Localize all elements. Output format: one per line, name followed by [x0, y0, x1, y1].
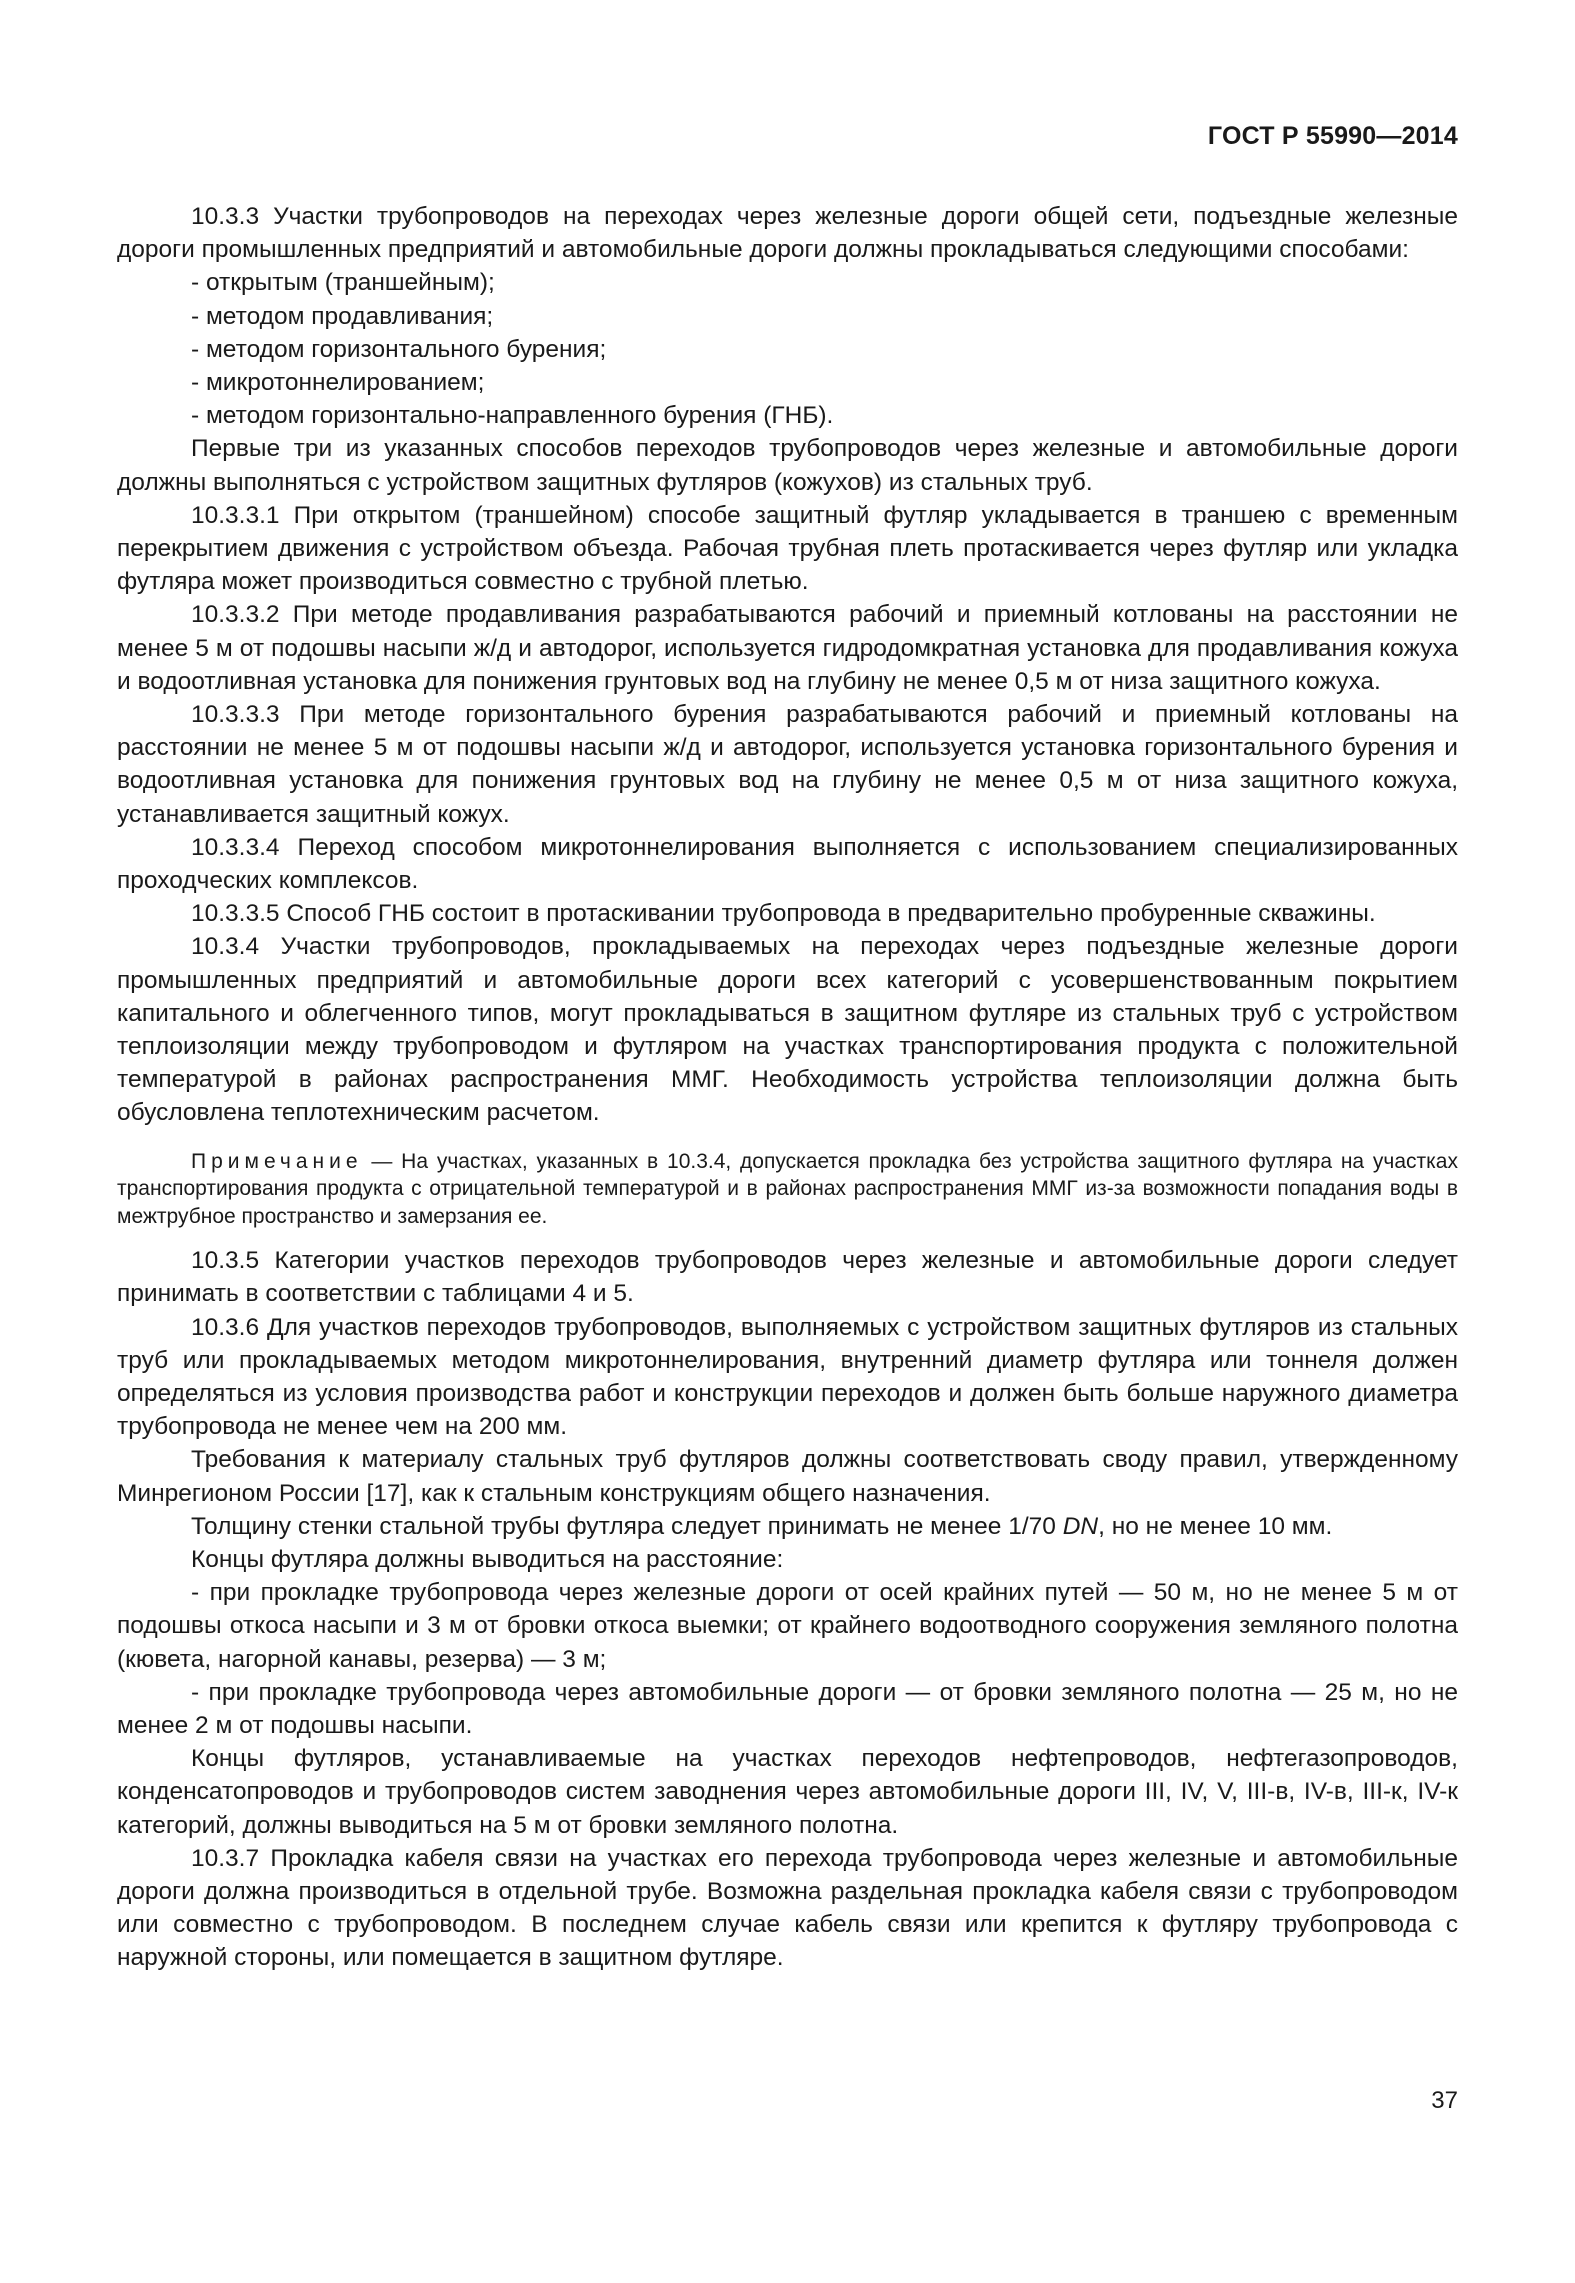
note	[117, 1148, 1458, 1231]
paragraph-10-3-5: 10.3.5 Категории участков переходов трубопроводов через железные и автомобильные дороги следует принимать в соответствии с таблицами 4 и 5.	[117, 1247, 1458, 1308]
paragraph-10-3-3-5: 10.3.3.5 Способ ГНБ состоит в протаскивании трубопровода в предварительно пробуренные скважины.	[191, 900, 1376, 928]
method-item: - микротоннелированием;	[191, 369, 485, 397]
method-item: - методом горизонтально-направленного бурения (ГНБ).	[191, 402, 834, 430]
paragraph-10-3-3-2: 10.3.3.2 При методе продавливания разрабатываются рабочий и приемный котлованы на расстоянии не менее 5 м от подошвы насыпи ж/д и автодорог, используется гидродомкратная установка для продавливания кожуха и водоотливная установка для понижения грунтовых вод на глубину не менее 0,5 м от низа защитного кожуха.	[117, 601, 1458, 695]
paragraph-wall-thickness	[117, 1510, 1458, 1543]
paragraph-10-3-3-3: 10.3.3.3 При методе горизонтального бурения разрабатываются рабочий и приемный котлованы на расстоянии не менее 5 м от подошвы насыпи ж/д и автодорог, используется установка горизонтального бурения и водоотливная установка для понижения грунтовых вод на глубину не менее 0,5 м от низа защитного кожуха, устанавливается защитный кожух.	[117, 701, 1458, 828]
wall-thickness-tail: , но не менее 10 мм.	[1098, 1512, 1333, 1540]
paragraph-first-three-methods: Первые три из указанных способов переходов трубопроводов через железные и автомобильные дороги должны выполняться с устройством защитных футляров (кожухов) из стальных труб.	[117, 435, 1458, 496]
paragraph-10-3-3-1: 10.3.3.1 При открытом (траншейном) способе защитный футляр укладывается в траншею с временным перекрытием движения с устройством объезда. Рабочая трубная плеть протаскивается через футляр или укладка футляра может производиться совместно с трубной плетью.	[117, 501, 1458, 596]
paragraph-casing-ends-categories: Концы футляров, устанавливаемые на участках переходов нефтепроводов, нефтегазопроводов, конденсатопроводов и трубопроводов систем заводнения через автомобильные дороги III, IV, V, III-в, IV-в, III-к, IV-к категорий, должны выводиться на 5 м от бровки земляного полотна.	[117, 1745, 1458, 1839]
page-number: 37	[1431, 2087, 1458, 2114]
method-item: - методом горизонтального бурения;	[191, 335, 607, 363]
note-text: — На участках, указанных в 10.3.4, допускается прокладка без устройства защитного футляра на участках транспортирования продукта с отрицательной температурой и в районах распространения ММГ из-за возможности попадания воды в межтрубное пространство и замерзания ее.	[117, 1149, 1458, 1228]
method-item: - открытым (траншейным);	[191, 269, 495, 297]
paragraph-10-3-6: 10.3.6 Для участков переходов трубопроводов, выполняемых с устройством защитных футляров из стальных труб или прокладываемых методом микротоннелирования, внутренний диаметр футляра или тоннеля должен определяться из условия производства работ и конструкции переходов и должен быть больше наружного диаметра трубопровода не менее чем на 200 мм.	[117, 1313, 1458, 1441]
paragraph-10-3-3-4: 10.3.3.4 Переход способом микротоннелирования выполняется с использованием специализированных проходческих комплексов.	[117, 833, 1458, 895]
dn-symbol: DN	[1062, 1512, 1099, 1540]
paragraph-railway-distance: - при прокладке трубопровода через железные дороги от осей крайних путей — 50 м, но не менее 5 м от подошвы откоса насыпи и 3 м от бровки откоса выемки; от крайнего водоотводного сооружения земляного полотна (кювета, нагорной канавы, резерва) — 3 м;	[117, 1579, 1458, 1673]
wall-thickness-text: Толщину стенки стальной трубы футляра следует принимать не менее 1/70	[191, 1512, 1063, 1540]
document-body	[117, 200, 1458, 1975]
note-label: Примечание	[191, 1149, 363, 1173]
paragraph-10-3-7: 10.3.7 Прокладка кабеля связи на участках его перехода трубопровода через железные и автомобильные дороги должна производиться в отдельной трубе. Возможна раздельная прокладка кабеля связи с трубопроводом или совместно с трубопроводом. В последнем случае кабель связи или крепится к футляру трубопровода с наружной стороны, или помещается в защитном футляре.	[117, 1844, 1458, 1972]
method-item: - методом продавливания;	[191, 302, 494, 330]
paragraph-road-distance: - при прокладке трубопровода через автомобильные дороги — от бровки земляного полотна — 25 м, но не менее 2 м от подошвы насыпи.	[117, 1678, 1458, 1740]
paragraph-10-3-4: 10.3.4 Участки трубопроводов, прокладываемых на переходах через подъездные железные дороги промышленных предприятий и автомобильные дороги всех категорий с усовершенствованным покрытием капитального и облегченного типов, могут прокладываться в защитном футляре из стальных труб с устройством теплоизоляции между трубопроводом и футляром на участках транспортирования продукта с положительной температурой в районах распространения ММГ. Необходимость устройства теплоизоляции должна быть обусловлена теплотехническим расчетом.	[117, 933, 1458, 1127]
document-code: ГОСТ Р 55990—2014	[1207, 122, 1458, 150]
paragraph-material-requirements: Требования к материалу стальных труб футляров должны соответствовать своду правил, утвержденному Минрегионом России [17], как к стальным конструкциям общего назначения.	[117, 1446, 1458, 1507]
paragraph-casing-ends: Концы футляра должны выводиться на расстояние:	[191, 1546, 784, 1574]
paragraph-10-3-3: 10.3.3 Участки трубопроводов на переходах через железные дороги общей сети, подъездные железные дороги промышленных предприятий и автомобильные дороги должны прокладываться следующими способами:	[117, 203, 1458, 264]
